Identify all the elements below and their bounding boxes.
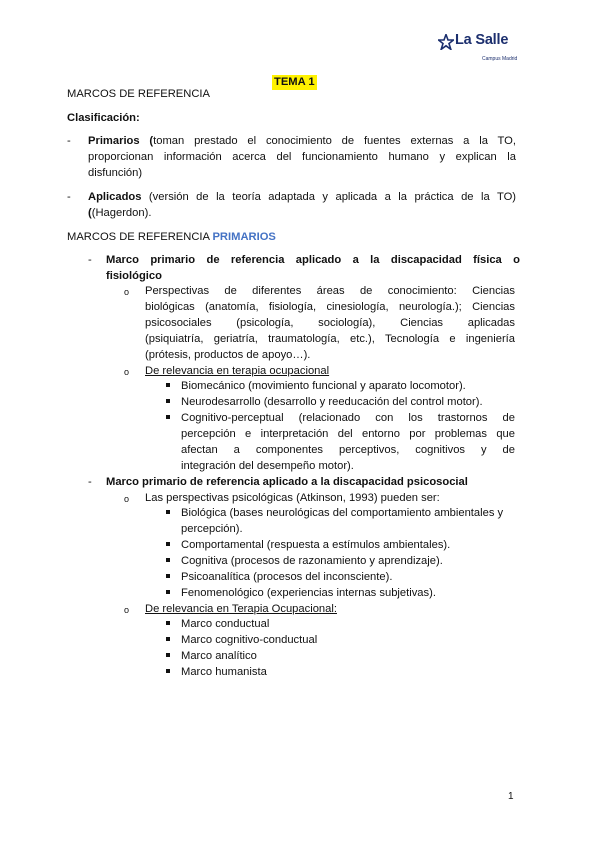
list-item-aplicados-cont [88,205,151,221]
list-item-aplicados [88,189,516,205]
list-item: Marco conductual [181,618,270,630]
sub-label: De relevancia en terapia ocupacional [145,365,330,377]
square-bullet [166,637,170,641]
section-subheading: Clasificación: [67,112,140,124]
square-bullet [166,415,170,419]
text-line: (prótesis, productos de apoyo…). [145,349,311,361]
list-item: Marco cognitivo-conductual [181,634,318,646]
list-item-primarios [88,133,516,149]
square-bullet [166,399,170,403]
list-item: percepción). [181,523,243,535]
dash-bullet: - [88,476,92,488]
dash-bullet: - [67,135,71,147]
page-title: TEMA 1 [274,76,315,88]
text-line: (psiquiatría, geriatría, traumatología, etc.), Tecnología e ingeniería [145,333,515,345]
list-item: Comportamental (respuesta a estímulos ambientales). [181,539,451,551]
text-line: (Hagerdon). [91,207,152,219]
circle-bullet: o [124,367,130,377]
list-item: Biológica (bases neurológicas del comportamiento ambientales y [181,507,504,519]
block-title: fisiológico [106,270,162,282]
sub-label: Las perspectivas psicológicas (Atkinson, 1993) pueden ser: [145,492,440,504]
star-icon [438,34,454,50]
text-line: proporcionan información acerca del funcionamiento humano y explican la [88,151,516,163]
square-bullet [166,590,170,594]
section2-heading [67,229,276,245]
square-bullet [166,669,170,673]
text-line: Perspectivas de diferentes áreas de conocimiento: Ciencias [145,285,515,297]
block-title: Marco primario de referencia aplicado a la discapacidad psicosocial [106,476,468,488]
square-bullet [166,621,170,625]
dash-bullet: - [88,254,92,266]
page-number: 1 [508,791,514,802]
text-line: (versión de la teoría adaptada y aplicada a la práctica de la TO) [141,191,516,203]
list-item: Marco analítico [181,650,257,662]
list-item: integración del desempeño motor). [181,460,354,472]
bold-paren: ( [88,207,92,219]
list-item: Psicoanalítica (procesos del inconsciente). [181,571,393,583]
square-bullet [166,574,170,578]
block-title: Marco primario de referencia aplicado a la discapacidad física o [106,254,520,266]
square-bullet [166,653,170,657]
term-primarios: Primarios ( [88,135,154,147]
circle-bullet: o [124,494,130,504]
text-line: biológicas (anatomía, fisiología, cinesiología, neurología.); Ciencias [145,301,515,313]
list-item: Neurodesarrollo (desarrollo y reeducación del control motor). [181,396,483,408]
text-line: psicosociales (psicología, sociología), Ciencias aplicadas [145,317,515,329]
heading-prefix: MARCOS DE REFERENCIA [67,231,213,243]
list-item: Fenomenológico (experiencias internas subjetivas). [181,587,436,599]
text-line: disfunción) [88,167,143,179]
circle-bullet: o [124,605,130,615]
circle-bullet: o [124,287,130,297]
logo-subtext: Campus Madrid [482,56,518,62]
square-bullet [166,383,170,387]
sub-label: De relevancia en Terapia Ocupacional: [145,603,337,615]
text-line: toman prestado el conocimiento de fuentes externas a la TO, [153,135,516,147]
logo-text: La Salle [455,32,509,48]
list-item: Biomecánico (movimiento funcional y aparato locomotor). [181,380,466,392]
term-aplicados: Aplicados [88,191,142,203]
list-item: Cognitiva (procesos de razonamiento y aprendizaje). [181,555,443,567]
section-heading: MARCOS DE REFERENCIA [67,88,210,100]
list-item: Marco humanista [181,666,267,678]
list-item: Cognitivo-perceptual (relacionado con los trastornos de [181,412,515,424]
lasalle-logo [438,30,540,64]
square-bullet [166,542,170,546]
list-item: afectan a componentes perceptivos, cognitivos y de [181,444,515,456]
square-bullet [166,558,170,562]
heading-highlight: PRIMARIOS [212,231,276,243]
list-item: percepción e interpretación del entorno por problemas que [181,428,515,440]
square-bullet [166,510,170,514]
dash-bullet: - [67,191,71,203]
